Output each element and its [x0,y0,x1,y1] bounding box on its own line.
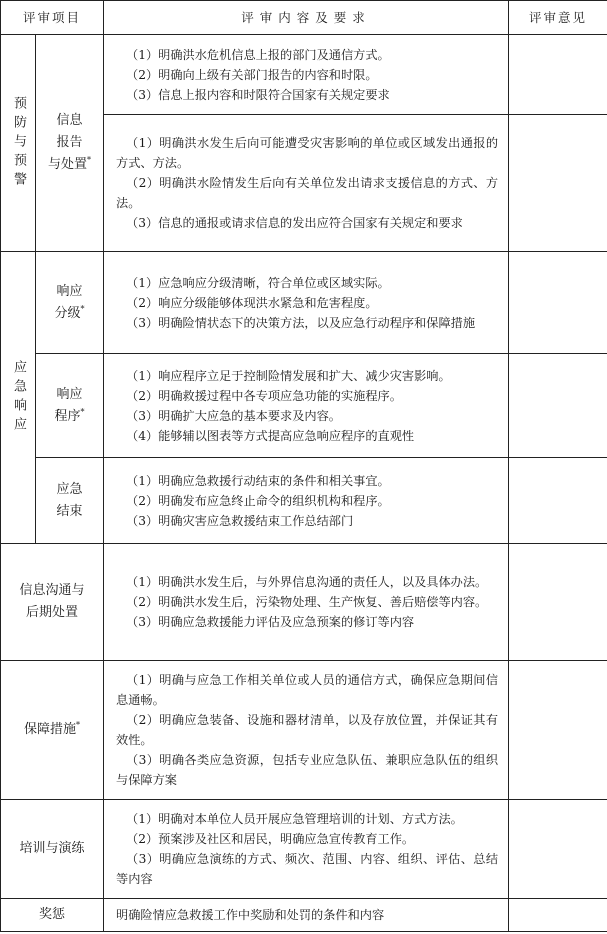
opinion-cell[interactable] [509,661,607,800]
category-training: 培训与演练 [1,800,104,899]
table-row [1,800,607,899]
category-safeguard: 保障措施* [1,661,104,800]
category-prevention: 预防与预警 [1,35,36,252]
table-row [1,544,607,661]
table-row [1,354,607,458]
header-row [1,1,607,35]
content-cell: （1）明确应急救援行动结束的条件和相关事宜。 （2）明确发布应急终止命令的组织机构和程序。 （3）明确灾害应急救援结束工作总结部门 [104,458,509,544]
category-communication: 信息沟通与 后期处置 [1,544,104,661]
content-cell: （1）明确洪水危机信息上报的部门及通信方式。 （2）明确向上级有关部门报告的内容和时限。 （3）信息上报内容和时限符合国家有关规定要求 [104,35,509,115]
content-cell: （1）明确洪水发生后向可能遭受灾害影响的单位或区域发出通报的方式、方法。 （2）明确洪水险情发生后向有关单位发出请求支援信息的方式、方法。 （3）信息的通报或请求信息的发出应符合国家有关规定和要求 [104,115,509,252]
subcategory-response-procedure: 响应 程序* [36,354,104,458]
category-response: 应急响应 [1,252,36,544]
content-cell: 明确险情应急救援工作中奖励和处罚的条件和内容 [104,899,509,932]
content-cell: （1）明确与应急工作相关单位或人员的通信方式，确保应急期间信息通畅。 （2）明确应急装备、设施和器材清单，以及存放位置，并保证其有效性。 （3）明确各类应急资源，包括专业应急队伍、兼职应急队伍的组织与保障方案 [104,661,509,800]
header-item: 评审项目 [1,1,104,35]
subcategory-response-grading: 响应 分级* [36,252,104,354]
table-row [1,458,607,544]
header-opinion: 评审意见 [509,1,607,35]
header-content: 评审内容及要求 [104,1,509,35]
opinion-cell[interactable] [509,115,607,252]
opinion-cell[interactable] [509,899,607,932]
opinion-cell[interactable] [509,354,607,458]
content-cell: （1）响应程序立足于控制险情发展和扩大、减少灾害影响。 （2）明确救援过程中各专项应急功能的实施程序。 （3）明确扩大应急的基本要求及内容。 （4）能够辅以图表等方式提高应急响应程序的直观性 [104,354,509,458]
table-row [1,35,607,115]
opinion-cell[interactable] [509,35,607,115]
table-row [1,899,607,932]
opinion-cell[interactable] [509,458,607,544]
opinion-cell[interactable] [509,800,607,899]
subcategory-info-report: 信息 报告 与处置* [36,35,104,252]
opinion-cell[interactable] [509,544,607,661]
table-row [1,661,607,800]
table-row [1,252,607,354]
opinion-cell[interactable] [509,252,607,354]
content-cell: （1）应急响应分级清晰，符合单位或区域实际。 （2）响应分级能够体现洪水紧急和危害程度。 （3）明确险情状态下的决策方法，以及应急行动程序和保障措施 [104,252,509,354]
category-reward: 奖惩 [1,899,104,932]
content-cell: （1）明确对本单位人员开展应急管理培训的计划、方式方法。 （2）预案涉及社区和居民，明确应急宣传教育工作。 （3）明确应急演练的方式、频次、范围、内容、组织、评估、总结等内容 [104,800,509,899]
subcategory-response-ending: 应急 结束 [36,458,104,544]
content-cell: （1）明确洪水发生后，与外界信息沟通的责任人，以及具体办法。 （2）明确洪水发生后，污染物处理、生产恢复、善后赔偿等内容。 （3）明确应急救援能力评估及应急预案的修订等内容 [104,544,509,661]
